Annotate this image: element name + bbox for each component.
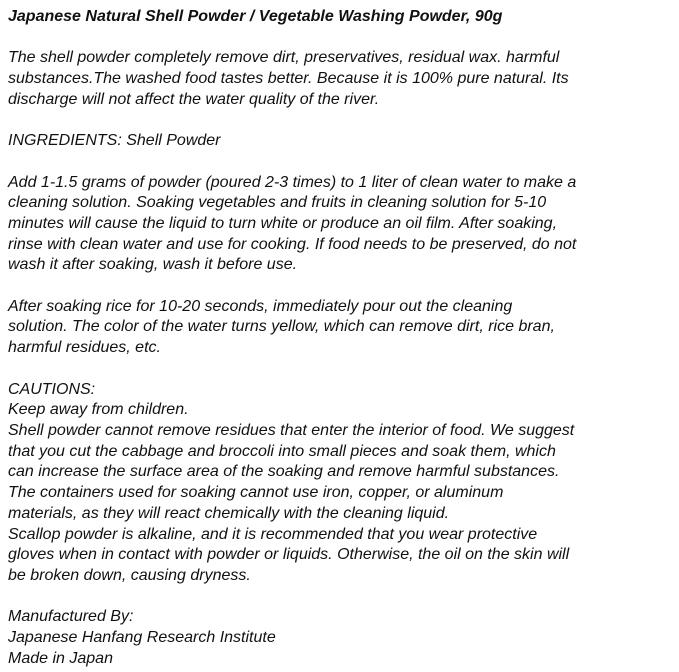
spacer — [8, 28, 676, 49]
description-paragraph: The shell powder completely remove dirt, preservatives, residual wax. harmful substances.The washed food tastes better. Because it is 100% pure natural. Its discharge will not affect the water quality of the river. — [8, 49, 569, 108]
manufacturer-origin: Made in Japan — [8, 649, 113, 667]
spacer — [8, 111, 676, 132]
manufacturer-name: Japanese Hanfang Research Institute — [8, 629, 276, 646]
cautions-section — [8, 380, 676, 587]
manufacturer-section — [8, 607, 676, 669]
caution-item: Scallop powder is alkaline, and it is recommended that you wear protective gloves when in contact with powder or liquids. Otherwise, the oil on the skin will be broken down, causing dryness. — [8, 525, 570, 584]
usage-rice-paragraph: After soaking rice for 10-20 seconds, immediately pour out the cleaning solution. The color of the water turns yellow, which can remove dirt, rice bran, harmful residues, etc. — [8, 297, 555, 357]
spacer — [8, 276, 676, 297]
spacer — [8, 587, 676, 608]
ingredients-line: INGREDIENTS: Shell Powder — [8, 132, 221, 150]
manufacturer-heading: Manufactured By: — [8, 608, 134, 626]
spacer — [8, 359, 676, 380]
caution-item: Shell powder cannot remove residues that enter the interior of food. We suggest that you cut the cabbage and broccoli into small pieces and soak them, which can increase the surface area of the soaking and remove harmful substances. — [8, 421, 575, 481]
caution-item: The containers used for soaking cannot use iron, copper, or aluminum materials, as they will react chemically with the cleaning liquid. — [8, 484, 504, 522]
product-title: Japanese Natural Shell Powder / Vegetable Washing Powder, 90g — [8, 8, 503, 25]
spacer — [8, 152, 676, 173]
usage-vegetables-paragraph: Add 1-1.5 grams of powder (poured 2-3 times) to 1 liter of clean water to make a cleaning solution. Soaking vegetables and fruits in cleaning solution for 5-10 minutes will cause the liquid to turn white or produce an oil film. After soaking, rinse with clean water and use for cooking. If food needs to be preserved, do not wash it after soaking, wash it before use. — [8, 173, 577, 274]
product-document — [8, 7, 676, 669]
cautions-heading: CAUTIONS: — [8, 380, 96, 398]
caution-item: Keep away from children. — [8, 401, 189, 419]
